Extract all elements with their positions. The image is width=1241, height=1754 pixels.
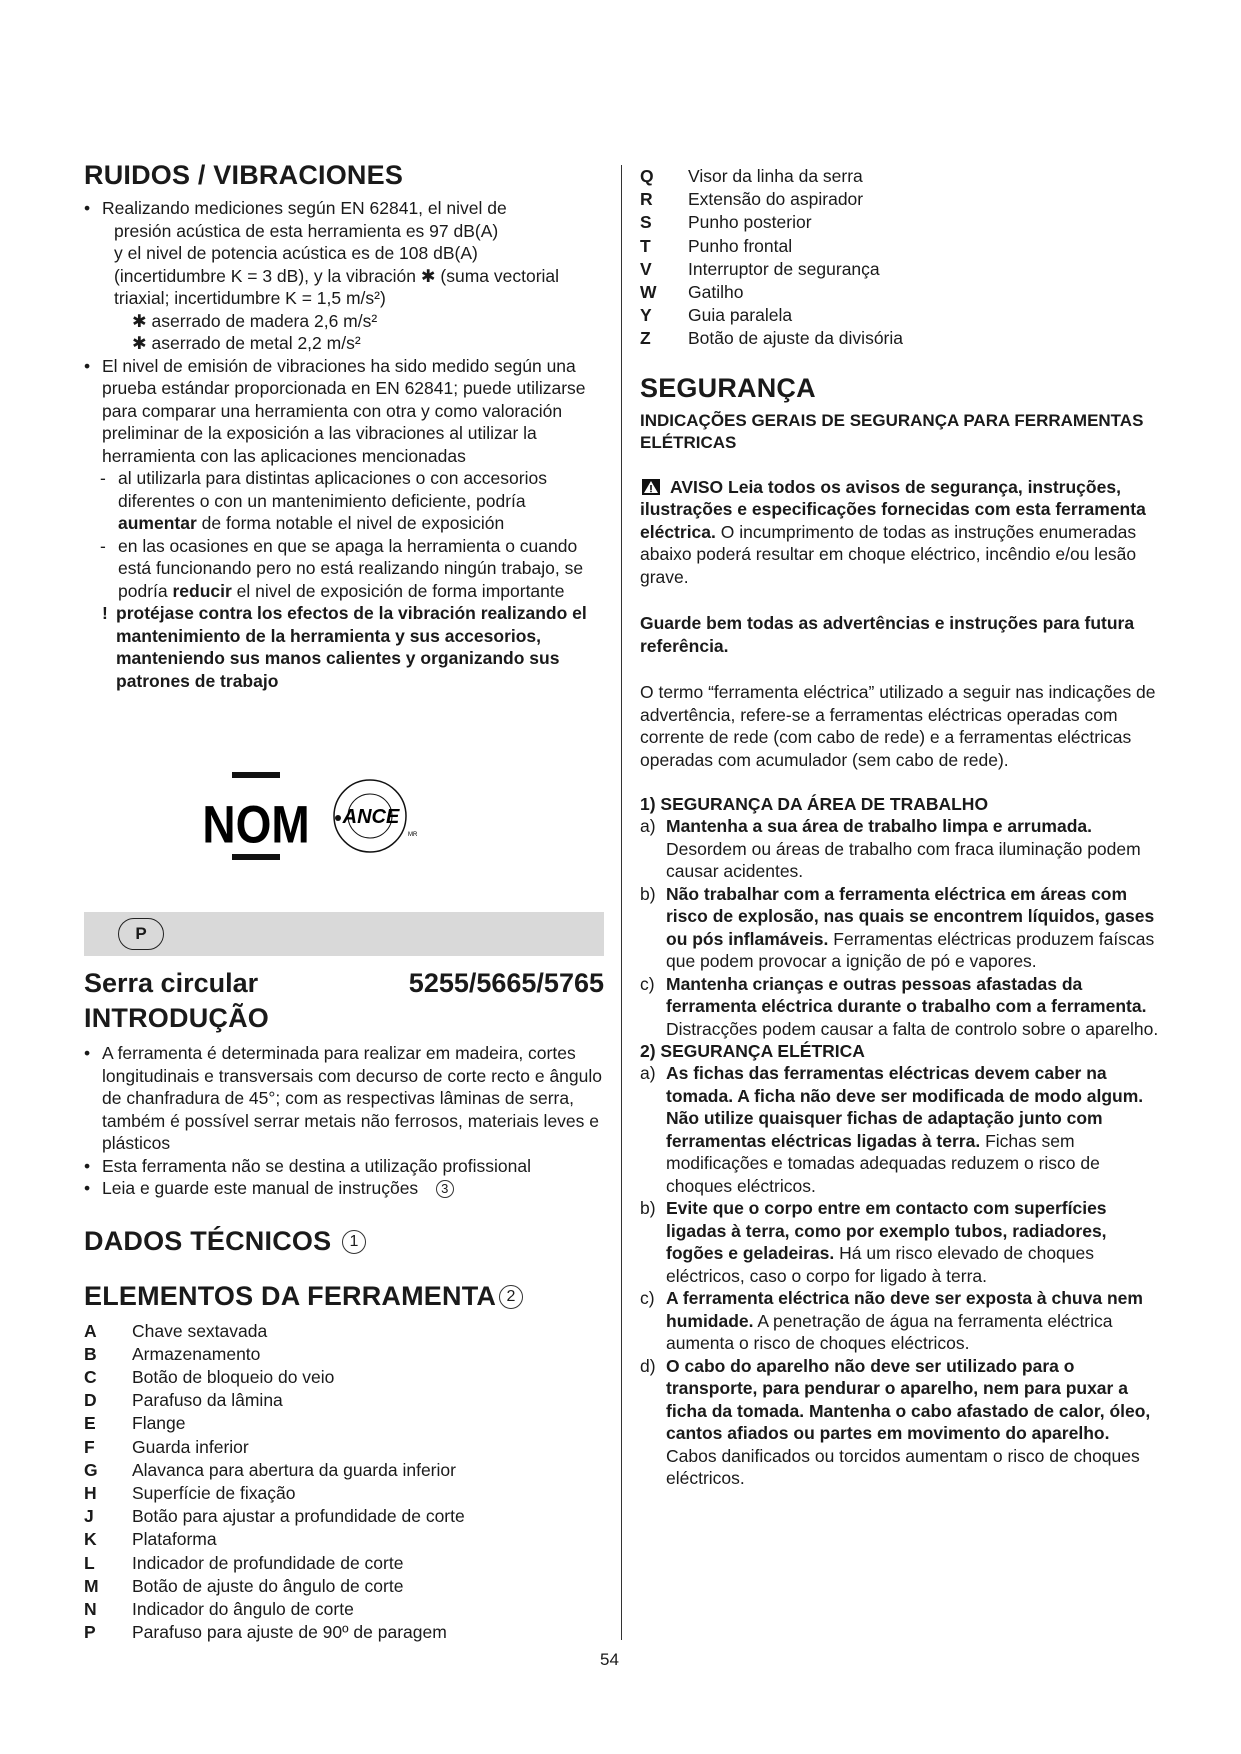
rule-1c: c) Mantenha crianças e outras pessoas afastadas da ferramenta eléctrica durante o trabalho com a ferramenta. Distracções podem causar a falta de controlo sobre o aparelho. bbox=[640, 973, 1159, 1039]
rule-2c: c) A ferramenta eléctrica não deve ser exposta à chuva nem humidade. A penetração de água na ferramenta eléctrica aumenta o risco de choques eléctricos. bbox=[640, 1288, 1143, 1354]
legend-left bbox=[84, 1320, 604, 1645]
certification-logos bbox=[202, 770, 480, 870]
ance-text: ANCE bbox=[342, 806, 400, 828]
legend-item: Q Visor da linha da serra bbox=[640, 166, 863, 186]
legend-item: M Botão de ajuste do ângulo de corte bbox=[84, 1575, 404, 1596]
legend-item: H Superfície de fixação bbox=[84, 1482, 296, 1503]
legend-item: G Alavanca para abertura da guarda inferior bbox=[84, 1459, 456, 1480]
legend-item: A Chave sextavada bbox=[84, 1320, 268, 1341]
vibration-warning bbox=[84, 602, 604, 692]
ruidos-bullet-2 bbox=[84, 355, 604, 468]
product-models: 5255/5665/5765 bbox=[408, 968, 604, 998]
ruidos-line: y el nivel de potencia acústica es de 108 dB(A) bbox=[114, 243, 478, 263]
elementos-heading bbox=[84, 1281, 604, 1312]
dash-bold: aumentar bbox=[118, 513, 197, 533]
ruidos-line: triaxial; incertidumbre K = 1,5 m/s²) bbox=[114, 288, 386, 308]
legend-item: K Plataforma bbox=[84, 1529, 217, 1550]
legend-item: B Armazenamento bbox=[84, 1343, 261, 1364]
figure-ref: 3 bbox=[436, 1180, 454, 1198]
legend-item: Y Guia paralela bbox=[640, 305, 793, 326]
ruidos-line: (incertidumbre K = 3 dB), y la vibración ✱ (suma vectorial bbox=[114, 265, 560, 286]
legend-item: L Indicador de profundidade de corte bbox=[84, 1552, 404, 1573]
legend-item: Z Botão de ajuste da divisória bbox=[640, 328, 903, 349]
ruidos-line: • Realizando mediciones según EN 62841, el nivel de bbox=[102, 198, 507, 218]
ruidos-line: ✱ aserrado de metal 2,2 m/s² bbox=[132, 333, 361, 353]
warning-triangle-icon bbox=[642, 479, 660, 495]
aviso-text: O incumprimento de todas as instruções enumeradas abaixo poderá resultar em choque eléctrico, incêndio e/ou lesão grave. bbox=[640, 521, 1137, 587]
left-column bbox=[84, 160, 604, 692]
legend-item: T Punho frontal bbox=[640, 235, 793, 256]
intro-text: Esta ferramenta não se destina a utilização profissional bbox=[102, 1155, 531, 1176]
rule-2a: a) As fichas das ferramentas eléctricas devem caber na tomada. A ficha não deve ser modificada de modo algum. Não utilize quaisquer fichas de adaptação junto com ferramentas eléctricas ligadas à terra. Fichas sem modificações e tomadas adequadas reduzem o risco de choques eléctricos. bbox=[640, 1063, 1144, 1196]
ruidos-bullet-1 bbox=[84, 197, 604, 355]
dados-heading bbox=[84, 1226, 604, 1257]
ruidos-text: • El nivel de emisión de vibraciones ha sido medido según una prueba estándar proporcionada en EN 62841; puede utilizarse para comparar una herramienta con otra y como valoración preliminar de la exposición a las vibraciones al utilizar la herramienta con las aplicaciones mencionadas bbox=[102, 355, 586, 466]
figure-ref: 1 bbox=[342, 1230, 366, 1254]
intro-bullet-3 bbox=[84, 1177, 604, 1200]
intro-text: Leia e guarde este manual de instruções bbox=[102, 1178, 419, 1198]
rule-2d: d) O cabo do aparelho não deve ser utilizado para o transporte, para pendurar o aparelho, nem para puxar a ficha da tomada. Mantenha o cabo afastado de calor, óleo, cantos afiados ou partes em movimento do aparelho. Cabos danificados ou torcidos aumentam o risco de choques eléctricos. bbox=[640, 1355, 1151, 1489]
product-name: Serra circular bbox=[84, 968, 259, 998]
ruidos-dash-1 bbox=[84, 467, 604, 535]
rule-1a: a) Mantenha a sua área de trabalho limpa e arrumada. Desordem ou áreas de trabalho com fraca iluminação podem causar acidentes. bbox=[640, 816, 1141, 882]
intro-text: A ferramenta é determinada para realizar em madeira, cortes longitudinais e transversais com decurso de corte recto e ângulo de chanfradura de 45°; com as respectivas lâminas de serra, também é possível serrar metais não ferrosos, materiais leves e plásticos bbox=[102, 1043, 602, 1153]
ruidos-line: presión acústica de esta herramienta es 97 dB(A) bbox=[114, 220, 499, 241]
dash-text: en las ocasiones en que se apaga la herramienta o cuando está funcionando pero no está realizando ningún trabajo, se podría bbox=[118, 535, 584, 601]
seguranca-subheading: INDICAÇÕES GERAIS DE SEGURANÇA PARA FERRAMENTAS ELÉTRICAS bbox=[640, 410, 1144, 452]
warning-text: protéjase contra los efectos de la vibración realizando el mantenimiento de la herramienta y sus accesorios, manteniendo sus manos calientes y organizando sus patrones de trabajo bbox=[116, 603, 587, 691]
legend-item: R Extensão do aspirador bbox=[640, 189, 864, 210]
aviso-bold: AVISO Leia todos os avisos de segurança, instruções, ilustrações e especificações fornecidas com esta ferramenta eléctrica. bbox=[640, 476, 1146, 542]
dash-text: el nivel de exposición de forma importante bbox=[231, 580, 565, 601]
termo-paragraph: O termo “ferramenta eléctrica” utilizado a seguir nas indicações de advertência, refere-se a ferramentas eléctricas operadas com corrente de rede (com cabo de rede) e a ferramentas eléctricas operadas com acumulador (sem cabo de rede). bbox=[640, 682, 1156, 770]
dados-title: DADOS TÉCNICOS bbox=[84, 1225, 332, 1256]
guarde-paragraph: Guarde bem todas as advertências e instruções para futura referência. bbox=[640, 613, 1135, 656]
figure-ref: 2 bbox=[499, 1285, 523, 1309]
legend-item: P Parafuso para ajuste de 90º de paragem bbox=[84, 1622, 447, 1643]
dash-text: al utilizarla para distintas aplicaciones o con accesorios diferentes o con un mantenimiento deficiente, podría bbox=[118, 468, 547, 511]
nom-text: NOM bbox=[202, 794, 310, 855]
rule-2b: b) Evite que o corpo entre em contacto com superfícies ligadas à terra, como por exemplo tubos, radiadores, fogões e geladeiras. Há um risco elevado de choques eléctricos, caso o corpo for ligado à terra. bbox=[640, 1198, 1107, 1286]
intro-bullet-2 bbox=[84, 1155, 604, 1178]
legend-item: N Indicador do ângulo de corte bbox=[84, 1598, 354, 1619]
legend-item: V Interruptor de segurança bbox=[640, 258, 880, 279]
ruidos-line: ✱ aserrado de madera 2,6 m/s² bbox=[132, 310, 378, 331]
section-2-title: 2) SEGURANÇA ELÉTRICA bbox=[640, 1041, 865, 1062]
elementos-title: ELEMENTOS DA FERRAMENTA bbox=[84, 1280, 497, 1311]
ruidos-heading: RUIDOS / VIBRACIONES bbox=[84, 160, 404, 190]
legend-item: S Punho posterior bbox=[640, 212, 812, 233]
seguranca-heading: SEGURANÇA bbox=[640, 372, 816, 403]
language-badge: P bbox=[118, 918, 164, 950]
legend-item: F Guarda inferior bbox=[84, 1436, 249, 1457]
ruidos-dash-2 bbox=[84, 535, 604, 603]
legend-right bbox=[640, 165, 1160, 351]
aviso-paragraph bbox=[640, 476, 1160, 589]
legend-item: J Botão para ajustar a profundidade de corte bbox=[84, 1506, 465, 1527]
language-band bbox=[84, 912, 604, 956]
right-column bbox=[640, 165, 1160, 1490]
legend-item: E Flange bbox=[84, 1413, 186, 1434]
intro-heading: INTRODUÇÃO bbox=[84, 1003, 269, 1033]
legend-item: D Parafuso da lâmina bbox=[84, 1390, 283, 1411]
dash-bold: reducir bbox=[172, 580, 232, 601]
rule-1b: b) Não trabalhar com a ferramenta eléctrica em áreas com risco de explosão, nas quais se encontrem líquidos, gases ou pós inflamáveis. Ferramentas eléctricas produzem faíscas que podem provocar a ignição de pó e vapores. bbox=[640, 883, 1155, 972]
product-heading bbox=[84, 965, 604, 1001]
legend-item: C Botão de bloqueio do veio bbox=[84, 1366, 335, 1387]
section-1-title: 1) SEGURANÇA DA ÁREA DE TRABALHO bbox=[640, 794, 989, 815]
page-number: 54 bbox=[600, 1650, 619, 1669]
intro-bullet-1 bbox=[84, 1042, 604, 1155]
svg-text:MR: MR bbox=[408, 832, 418, 838]
portuguese-left-section bbox=[84, 965, 604, 1644]
legend-item: W Gatilho bbox=[640, 282, 744, 303]
nom-logo bbox=[202, 770, 480, 870]
column-divider bbox=[621, 165, 622, 1640]
dash-text: de forma notable el nivel de exposición bbox=[196, 513, 505, 533]
